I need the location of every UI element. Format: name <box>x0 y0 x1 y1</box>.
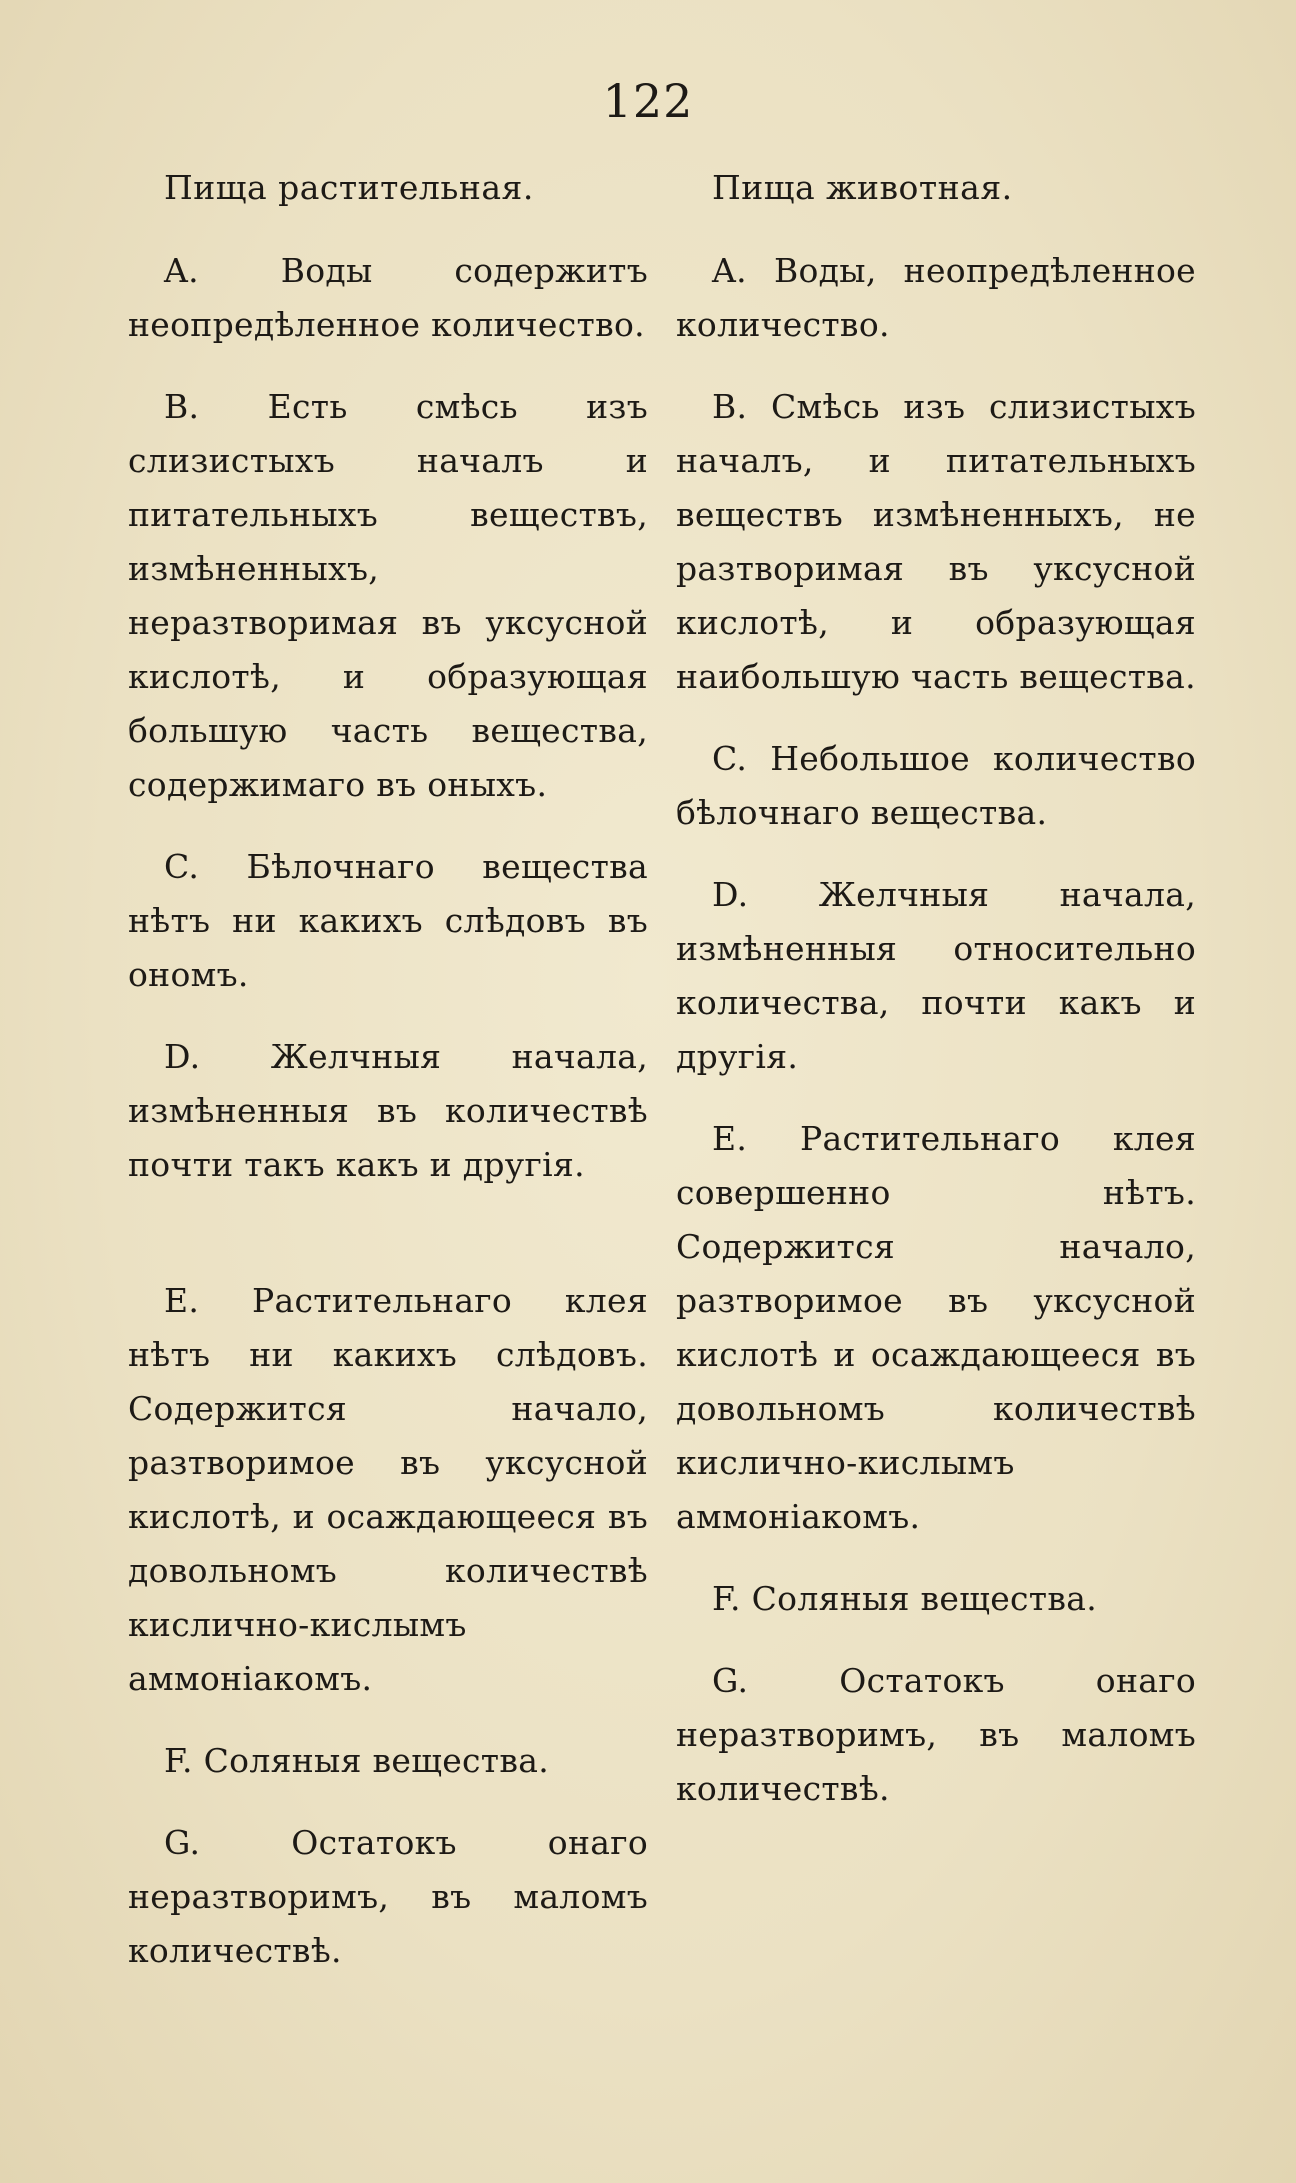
column-plant-food <box>128 160 648 2006</box>
entry-e: E. Растительнаго клея нѣтъ ни какихъ слѣдовъ. Содержится начало, разтворимое въ уксусной кислотѣ, и осаждающееся въ довольномъ количествѣ кислично-кислымъ аммоніакомъ. <box>128 1281 648 1698</box>
entry-g: G. Остатокъ онаго неразтворимъ, въ маломъ количествѣ. <box>676 1661 1196 1808</box>
entry-d: D. Желчныя начала, измѣненныя въ количествѣ почти такъ какъ и другія. <box>128 1037 648 1184</box>
page-number: 122 <box>602 74 694 128</box>
entry-a: A. Воды содержитъ неопредѣленное количество. <box>128 251 648 344</box>
entry-b: B. Смѣсь изъ слизистыхъ началъ, и питательныхъ веществъ измѣненныхъ, не разтворимая въ уксусной кислотѣ, и образующая наибольшую часть вещества. <box>676 387 1196 696</box>
entry-e: E. Растительнаго клея совершенно нѣтъ. Содержится начало, разтворимое въ уксусной кислотѣ и осаждающееся въ довольномъ количествѣ кислично-кислымъ аммоніакомъ. <box>676 1119 1196 1536</box>
entry-c: C. Бѣлочнаго вещества нѣтъ ни какихъ слѣдовъ въ ономъ. <box>128 847 648 994</box>
entry-a: A. Воды, неопредѣленное количество. <box>676 251 1196 344</box>
column-heading: Пища животная. <box>712 168 1013 207</box>
column-animal-food <box>676 160 1196 1844</box>
entry-b: B. Есть смѣсь изъ слизистыхъ началъ и питательныхъ веществъ, измѣненныхъ, неразтворимая въ уксусной кислотѣ, и образующая большую часть вещества, содержимаго въ оныхъ. <box>128 387 648 804</box>
entry-f: F. Соляныя вещества. <box>164 1741 550 1780</box>
entry-d: D. Желчныя начала, измѣненныя относительно количества, почти какъ и другія. <box>676 875 1196 1076</box>
entry-f: F. Соляныя вещества. <box>712 1579 1098 1618</box>
column-heading: Пища растительная. <box>164 168 534 207</box>
entry-g: G. Остатокъ онаго неразтворимъ, въ маломъ количествѣ. <box>128 1823 648 1970</box>
entry-c: C. Небольшое количество бѣлочнаго вещества. <box>676 739 1196 832</box>
